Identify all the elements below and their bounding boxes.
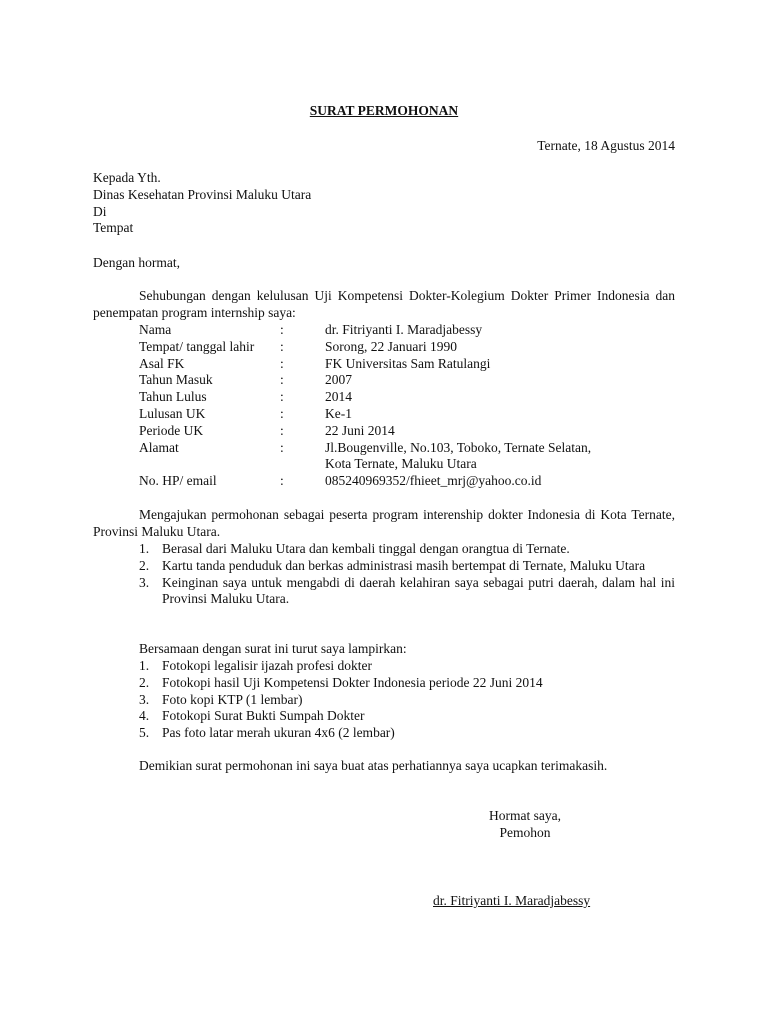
detail-colon [280,456,325,473]
applicant-role: Pemohon [499,824,551,840]
list-text: Fotokopi Surat Bukti Sumpah Dokter [162,708,365,724]
list-number: 3. [139,691,150,707]
attachments-intro: Bersamaan dengan surat ini turut saya lampirkan: [139,641,407,656]
list-item [139,558,675,575]
detail-label: Tahun Lulus [139,389,207,405]
detail-label: Tahun Masuk [139,372,213,388]
detail-row [139,473,591,490]
detail-row [139,423,591,440]
request-paragraph [93,507,675,541]
list-number: 5. [139,725,150,741]
detail-row [139,372,591,389]
recipient-line: Kepada Yth. [93,170,161,185]
list-number: 2. [139,557,150,573]
recipient-line: Dinas Kesehatan Provinsi Maluku Utara [93,186,312,202]
detail-row [139,356,591,373]
list-item [139,692,675,709]
list-number: 3. [139,574,150,590]
detail-label: Asal FK [139,355,185,371]
detail-value: Jl.Bougenville, No.103, Toboko, Ternate Selatan, [325,439,592,455]
detail-row [139,322,591,339]
detail-colon: : [280,355,284,371]
regards: Hormat saya, [489,808,561,823]
detail-label: Tempat/ tanggal lahir [139,338,255,354]
list-text: Kartu tanda penduduk dan berkas administrasi masih bertempat di Ternate, Maluku Utara [162,557,646,573]
detail-value: dr. Fitriyanti I. Maradjabessy [325,322,483,337]
detail-row [139,389,591,406]
detail-value: 22 Juni 2014 [325,422,395,438]
detail-colon: : [280,422,284,438]
list-item [139,708,675,725]
detail-colon: : [280,322,284,337]
detail-row [139,440,591,457]
detail-value: FK Universitas Sam Ratulangi [325,355,491,371]
detail-row [139,339,591,356]
detail-row [139,406,591,423]
detail-colon: : [280,389,284,405]
detail-value: Kota Ternate, Maluku Utara [325,456,477,472]
list-item [139,675,675,692]
place-date: Ternate, 18 Agustus 2014 [537,138,675,153]
closing-text: Demikian surat permohonan ini saya buat atas perhatiannya saya ucapkan terimakasih. [139,758,608,773]
list-number: 1. [139,541,150,556]
detail-label: Lulusan UK [139,405,206,421]
attachments-list [139,658,675,742]
recipient-line: Tempat [93,220,134,236]
list-text: Fotokopi hasil Uji Kompetensi Dokter Indonesia periode 22 Juni 2014 [162,674,543,690]
intro-text: Sehubungan dengan kelulusan Uji Kompetensi Dokter-Kolegium Dokter Primer Indonesia dan penempatan program internship saya: [93,288,675,320]
detail-label: Nama [139,322,172,337]
detail-colon: : [280,405,284,421]
letter-title: SURAT PERMOHONAN [309,103,459,118]
list-text: Fotokopi legalisir ijazah profesi dokter [162,658,372,673]
reasons-list [139,541,675,608]
detail-colon: : [280,372,284,388]
detail-value: 2007 [325,372,352,388]
intro-paragraph [93,288,675,322]
recipient-line: Di [93,203,107,219]
list-item [139,575,675,609]
detail-value: Sorong, 22 Januari 1990 [325,338,457,354]
list-text: Pas foto latar merah ukuran 4x6 (2 lembar) [162,725,395,741]
request-text: Mengajukan permohonan sebagai peserta program interenship dokter Indonesia di Kota Ternate, Provinsi Maluku Utara. [93,507,675,539]
closing-paragraph [93,758,675,775]
detail-colon: : [280,473,284,489]
detail-colon: : [280,338,284,354]
detail-label: Periode UK [139,422,204,438]
list-number: 1. [139,658,150,673]
list-text: Foto kopi KTP (1 lembar) [162,691,303,707]
list-text: Keinginan saya untuk mengabdi di daerah kelahiran saya sebagai putri daerah, dalam hal ini Provinsi Maluku Utara. [162,574,675,607]
recipient-block [93,170,311,237]
list-text: Berasal dari Maluku Utara dan kembali tinggal dengan orangtua di Ternate. [162,541,570,556]
list-item [139,541,675,558]
detail-value: 085240969352/fhieet_mrj@yahoo.co.id [325,473,542,489]
applicant-details [139,322,591,490]
detail-label [139,456,280,473]
detail-value: Ke-1 [325,405,352,421]
closing-block [465,808,585,842]
list-number: 2. [139,674,150,690]
list-item [139,725,675,742]
greeting: Dengan hormat, [93,255,180,270]
detail-row [139,456,591,473]
signature-name: dr. Fitriyanti I. Maradjabessy [433,893,591,908]
list-number: 4. [139,708,150,724]
detail-label: Alamat [139,439,179,455]
list-item [139,658,675,675]
detail-colon: : [280,439,284,455]
detail-value: 2014 [325,389,352,405]
detail-label: No. HP/ email [139,473,217,489]
